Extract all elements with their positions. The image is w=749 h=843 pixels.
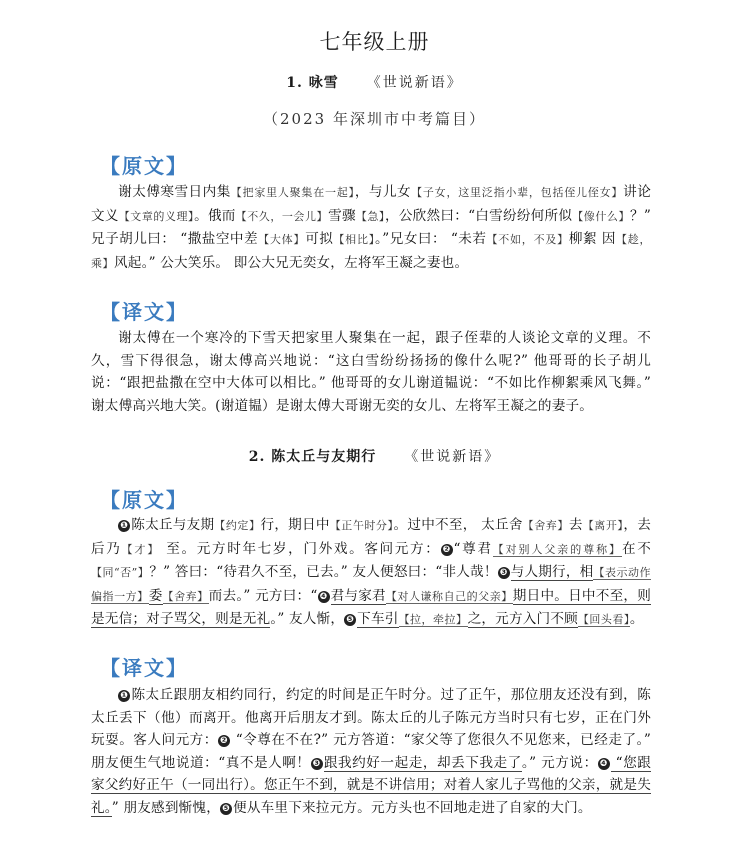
annotation: 【趁，乘】 bbox=[91, 233, 652, 270]
annotation: 【把家里人聚集在一起】 bbox=[230, 186, 355, 199]
underlined-text: 跟我约好一起走，却丢下我走了 bbox=[323, 754, 522, 771]
text-run: “令尊在不在?” 元方答道：“家父等了您很久不见您来，已经走了。” 朋友便生气地说道：“真不是人啊！ bbox=[91, 732, 651, 771]
text-run: 讲论文义 bbox=[91, 184, 652, 224]
text-run: 而去。” 元方曰：“ bbox=[208, 587, 318, 604]
underlined-text: 君与家君 bbox=[330, 587, 386, 604]
annotation: 【文章的义理】 bbox=[118, 209, 195, 223]
lesson1-exam-note: （2023 年深圳市中考篇目） bbox=[263, 110, 486, 128]
lesson1-original-text bbox=[91, 181, 651, 275]
circled-number-4: ❹ bbox=[598, 758, 610, 770]
annotation: 【不久，一会儿】 bbox=[235, 209, 329, 223]
underlined-text: 期日中。日中不至，则是无信；对子骂父，则是无礼 bbox=[91, 587, 652, 627]
text-run: 柳絮 因 bbox=[568, 231, 616, 247]
lesson1-title-line bbox=[0, 72, 749, 92]
underlined-text: 与人期行，相 bbox=[510, 564, 594, 580]
text-run: ？” 兄子胡儿曰： “撒盐空中差 bbox=[91, 207, 652, 247]
lesson1-translation-heading: 【译文】 bbox=[100, 300, 188, 324]
text-run: 去 bbox=[568, 517, 583, 533]
text-run: 可拟 bbox=[305, 231, 334, 247]
circled-number-3: ❸ bbox=[311, 758, 323, 770]
underlined-text: 之，元方入门不顾 bbox=[467, 611, 578, 627]
lesson1-title: 1. 咏雪 bbox=[286, 75, 339, 91]
circled-number-5: ❺ bbox=[220, 803, 232, 815]
circled-number-2: ❷ bbox=[218, 735, 230, 747]
annotation: 【对别人父亲的尊称】 bbox=[492, 542, 622, 556]
annotation: 【急】 bbox=[355, 209, 385, 223]
lesson1-source: 《世说新语》 bbox=[366, 75, 463, 91]
text-run: 便从车里下来拉元方。元方头也不回地走进了自家的大门。 bbox=[233, 799, 592, 816]
text-run: 陈太丘与友期 bbox=[131, 517, 215, 533]
annotation: 【舍弃】 bbox=[522, 519, 569, 532]
lesson1-original-heading: 【原文】 bbox=[100, 154, 188, 178]
lesson2-original-heading: 【原文】 bbox=[100, 488, 188, 512]
underlined-text: “您跟家父约好正午（一同出行）。您正午不到，就是不讲信用；对着人家儿子骂他的父亲，就是失礼。 bbox=[91, 754, 652, 816]
underlined-text: 下车引 bbox=[357, 611, 399, 627]
annotation: 【约定】 bbox=[214, 519, 261, 532]
circled-number-2: ❷ bbox=[441, 544, 453, 556]
text-run: 在不 bbox=[621, 540, 652, 557]
circled-number-4: ❹ bbox=[318, 591, 330, 603]
annotation: 【像什么】 bbox=[572, 209, 631, 223]
text-run: ，公欣然曰：“白雪纷纷何所似 bbox=[384, 207, 573, 224]
lesson2-original-text bbox=[91, 514, 651, 632]
circled-number-1: ❶ bbox=[118, 520, 130, 532]
annotation: 【离开】 bbox=[582, 519, 624, 532]
underlined-text: 委 bbox=[148, 587, 163, 604]
text-run: 谢太傅寒雪日内集 bbox=[118, 184, 231, 200]
text-run: 。 bbox=[629, 611, 644, 627]
lesson2-source: 《世说新语》 bbox=[404, 449, 501, 465]
text-run: 风起。” 公大笑乐。 即公大兄无奕女，左将军王凝之妻也。 bbox=[114, 254, 469, 271]
annotation: 【相比】 bbox=[333, 233, 376, 246]
text-run: 。俄而 bbox=[194, 207, 236, 224]
lesson2-translation-heading: 【译文】 bbox=[100, 656, 188, 680]
text-run: 。过中不至， 太丘舍 bbox=[393, 517, 523, 533]
document-title: 七年级上册 bbox=[319, 30, 430, 54]
lesson2-translation-text bbox=[91, 684, 651, 819]
annotation: 【才】 bbox=[121, 542, 161, 556]
annotation: 【舍弃】 bbox=[162, 589, 209, 603]
lesson1-translation-text: 谢太傅在一个寒冷的下雪天把家里人聚集在一起，跟子侄辈的人谈论文章的义理。不久，雪下得很急，谢太傅高兴地说：“这白雪纷纷扬扬的像什么呢?” 他哥哥的长子胡儿说：“跟把盐撒在空中大体可以相比。” 他哥哥的女儿谢道韫说：“不如比作柳絮乘风飞舞。” 谢太傅高兴地大笑。(谢道韫）是谢太傅大哥谢无奕的女儿、左将军王凝之的妻子。 bbox=[91, 330, 651, 414]
text-run: “尊君 bbox=[453, 540, 493, 557]
lesson2-title: 2. 陈太丘与友期行 bbox=[248, 449, 377, 465]
text-run: 雪骤 bbox=[328, 207, 356, 224]
annotation: 【回头看】 bbox=[577, 613, 630, 626]
annotation: 【对人谦称自己的父亲】 bbox=[385, 589, 513, 603]
text-run: 。” 友人惭， bbox=[270, 611, 345, 627]
circled-number-1: ❶ bbox=[118, 690, 130, 702]
annotation: 【不如，不及】 bbox=[486, 233, 569, 246]
text-run: ，去后乃 bbox=[91, 517, 652, 557]
text-run: ” 朋友感到惭愧， bbox=[111, 799, 221, 816]
text-run: ？” 答曰：“待君久不至，已去。” 友人便怒曰：“非人哉！ bbox=[149, 564, 498, 580]
text-run: 至。元方时年七岁，门外戏。客问元方： bbox=[160, 540, 441, 557]
text-run: 。” 元方说： bbox=[521, 754, 598, 771]
circled-number-3: ❸ bbox=[498, 567, 510, 579]
lesson2-title-line bbox=[0, 446, 749, 466]
annotation: 【正午时分】 bbox=[329, 519, 394, 532]
text-run: 陈太丘跟朋友相约同行，约定的时间是正午时分。过了正午，那位朋友还没有到，陈太丘丢下（他）而离开。他离开后朋友才到。陈太丘的儿子陈元方当时只有七岁，正在门外玩耍。客人问元方： bbox=[91, 687, 651, 748]
annotation: 【子女，这里泛指小辈，包括侄儿侄女】 bbox=[411, 186, 624, 199]
annotation: 【拉，牵拉】 bbox=[398, 613, 468, 626]
text-run: 。”兄女曰： “未若 bbox=[375, 231, 487, 247]
annotation: 【表示动作偏指一方】 bbox=[91, 566, 652, 603]
circled-number-5: ❺ bbox=[344, 614, 356, 626]
text-run: ，与儿女 bbox=[354, 184, 412, 200]
text-run: 行，期日中 bbox=[260, 517, 330, 533]
annotation: 【同“否”】 bbox=[91, 566, 150, 579]
annotation: 【大体】 bbox=[258, 233, 306, 246]
